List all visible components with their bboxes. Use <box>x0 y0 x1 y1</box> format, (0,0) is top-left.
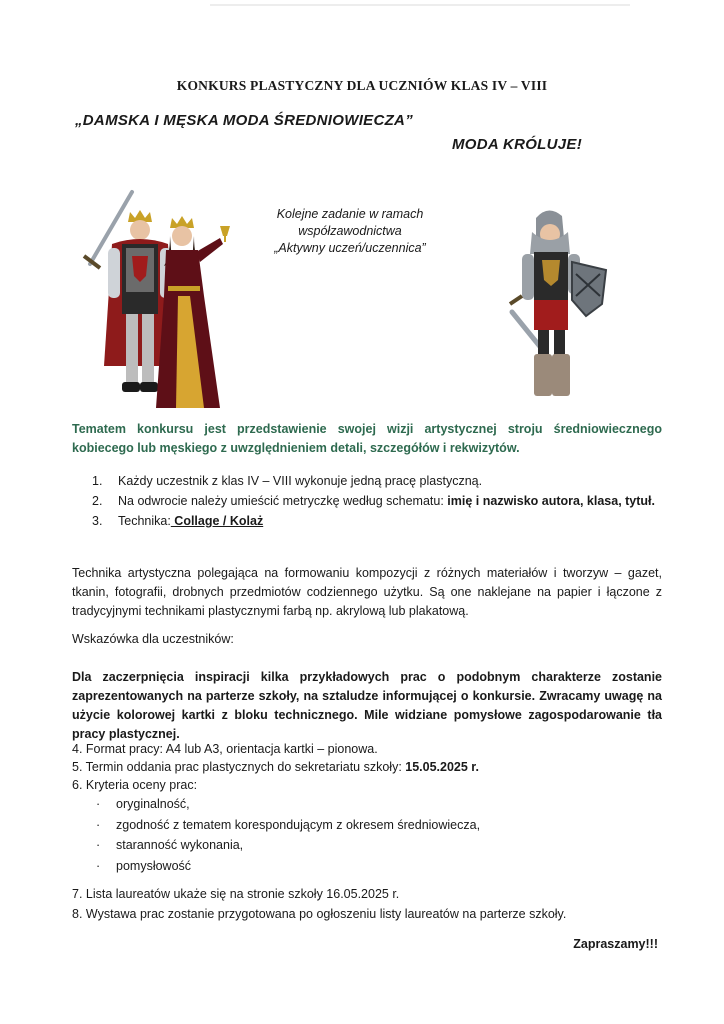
medieval-couple-image <box>80 186 240 416</box>
rule-item-1: 1. Każdy uczestnik z klas IV – VIII wykonuje jedną pracę plastyczną. <box>92 474 483 488</box>
rule-item-8: 8. Wystawa prac zostanie przygotowana po ogłoszeniu listy laureatów na parterze szkoły. <box>72 907 567 921</box>
technique-description: Technika artystyczna polegająca na formowaniu kompozycji z różnych materiałów i tworzyw – gazet, tkanin, fotografii, drobnych przedmiotów codziennego użytku. Są one naklejane na papier i łączone z tradycyjnymi technikami plastycznymi farbą np. akrylową lub plakatową. <box>72 566 662 618</box>
rules-list <box>92 472 670 532</box>
shield-icon <box>572 262 606 316</box>
rule-item-3: 3. Technika: Collage / Kolaż <box>92 514 264 528</box>
criteria-item: · staranność wykonania, <box>96 838 244 852</box>
rules-list-2 <box>72 740 662 794</box>
rule-item-2: 2. Na odwrocie należy umieścić metryczkę według schematu: imię i nazwisko autora, klasa, tytuł. <box>92 494 656 508</box>
criteria-item: · oryginalność, <box>96 797 190 811</box>
inspiration-note: Dla zaczerpnięcia inspiracji kilka przykładowych prac o podobnym charakterze zostanie zaprezentowanych na parterze szkoły, na sztaludze informującej o konkursie. Zwracamy uwagę na użycie kolorowej kartki z bloku technicznego. Mile widziane pomysłowe zagospodarowanie tła pracy plastycznej. <box>72 670 662 741</box>
intro-text: Kolejne zadanie w ramach współzawodnictwa „Aktywny uczeń/uczennica” <box>274 207 426 255</box>
rule-item-5: 5. Termin oddania prac plastycznych do sekretariatu szkoły: 15.05.2025 r. <box>72 760 479 774</box>
criteria-list <box>96 795 480 877</box>
contest-subtitle: „DAMSKA I MĘSKA MODA ŚREDNIOWIECZA” <box>75 112 413 129</box>
rule-item-4: 4. Format pracy: A4 lub A3, orientacja kartki – pionowa. <box>72 742 378 756</box>
contest-theme: Tematem konkursu jest przedstawienie swojej wizji artystycznej stroju średniowiecznego kobiecego lub męskiego z uwzględnieniem detali, szczegółów i rekwizytów. <box>72 422 662 455</box>
scan-artifact <box>210 4 630 6</box>
rule-item-7: 7. Lista laureatów ukaże się na stronie szkoły 16.05.2025 r. <box>72 887 400 901</box>
participants-hint: Wskazówka dla uczestników: <box>72 632 234 646</box>
goblet-icon <box>220 226 230 236</box>
knight-child-image <box>506 204 612 404</box>
criteria-item: · zgodność z tematem korespondującym z okresem średniowiecza, <box>96 817 481 832</box>
closing-invitation: Zapraszamy!!! <box>573 937 658 951</box>
contest-slogan: MODA KRÓLUJE! <box>452 136 583 153</box>
rules-list-3 <box>72 884 566 924</box>
page-title: KONKURS PLASTYCZNY DLA UCZNIÓW KLAS IV – VIII <box>176 78 548 93</box>
criteria-item: · pomysłowość <box>96 858 192 873</box>
rule-item-6: 6. Kryteria oceny prac: <box>72 778 198 792</box>
